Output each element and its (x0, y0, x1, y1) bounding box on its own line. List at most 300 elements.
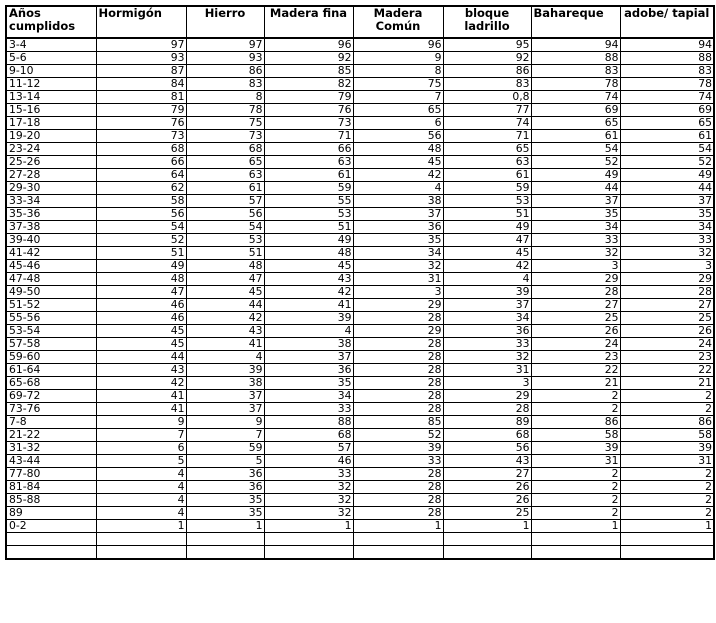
value-cell[interactable]: 32 (353, 260, 443, 273)
value-cell[interactable]: 93 (96, 52, 186, 65)
value-cell[interactable]: 52 (620, 156, 714, 169)
value-cell[interactable]: 42 (264, 286, 353, 299)
value-cell[interactable]: 76 (96, 117, 186, 130)
value-cell[interactable]: 31 (531, 455, 620, 468)
value-cell[interactable]: 37 (620, 195, 714, 208)
value-cell[interactable]: 25 (620, 312, 714, 325)
value-cell[interactable]: 28 (353, 494, 443, 507)
age-range-cell[interactable]: 57-58 (6, 338, 96, 351)
value-cell[interactable]: 32 (264, 494, 353, 507)
value-cell[interactable]: 56 (96, 208, 186, 221)
value-cell[interactable]: 88 (620, 52, 714, 65)
value-cell[interactable]: 29 (443, 390, 531, 403)
column-header-madera-comun[interactable]: Madera Común (353, 6, 443, 38)
value-cell[interactable]: 2 (620, 494, 714, 507)
value-cell[interactable]: 41 (264, 299, 353, 312)
value-cell[interactable]: 29 (353, 325, 443, 338)
value-cell[interactable]: 22 (531, 364, 620, 377)
value-cell[interactable]: 9 (353, 52, 443, 65)
value-cell[interactable]: 57 (186, 195, 264, 208)
value-cell[interactable]: 96 (353, 38, 443, 52)
value-cell[interactable]: 3 (443, 377, 531, 390)
value-cell[interactable]: 93 (186, 52, 264, 65)
value-cell[interactable]: 64 (96, 169, 186, 182)
value-cell[interactable]: 28 (353, 468, 443, 481)
value-cell[interactable]: 62 (96, 182, 186, 195)
value-cell[interactable]: 1 (353, 520, 443, 533)
value-cell[interactable]: 66 (264, 143, 353, 156)
value-cell[interactable]: 45 (96, 325, 186, 338)
value-cell[interactable]: 32 (531, 247, 620, 260)
value-cell[interactable]: 34 (531, 221, 620, 234)
value-cell[interactable]: 78 (620, 78, 714, 91)
value-cell[interactable]: 87 (96, 65, 186, 78)
value-cell[interactable]: 52 (531, 156, 620, 169)
column-header-madera-fina[interactable]: Madera fina (264, 6, 353, 38)
value-cell[interactable]: 86 (531, 416, 620, 429)
value-cell[interactable] (96, 533, 186, 546)
value-cell[interactable]: 48 (353, 143, 443, 156)
value-cell[interactable]: 6 (96, 442, 186, 455)
value-cell[interactable]: 37 (264, 351, 353, 364)
value-cell[interactable] (264, 533, 353, 546)
value-cell[interactable]: 23 (531, 351, 620, 364)
value-cell[interactable]: 2 (531, 390, 620, 403)
value-cell[interactable]: 8 (353, 65, 443, 78)
value-cell[interactable]: 89 (443, 416, 531, 429)
value-cell[interactable]: 7 (353, 91, 443, 104)
value-cell[interactable]: 38 (264, 338, 353, 351)
age-range-cell[interactable]: 19-20 (6, 130, 96, 143)
value-cell[interactable]: 57 (264, 442, 353, 455)
value-cell[interactable]: 36 (264, 364, 353, 377)
value-cell[interactable]: 29 (353, 299, 443, 312)
value-cell[interactable]: 39 (353, 442, 443, 455)
value-cell[interactable]: 39 (531, 442, 620, 455)
value-cell[interactable]: 37 (353, 208, 443, 221)
age-range-cell[interactable]: 41-42 (6, 247, 96, 260)
value-cell[interactable] (353, 546, 443, 560)
value-cell[interactable]: 92 (443, 52, 531, 65)
value-cell[interactable]: 49 (531, 169, 620, 182)
value-cell[interactable]: 44 (186, 299, 264, 312)
value-cell[interactable]: 78 (531, 78, 620, 91)
value-cell[interactable]: 32 (264, 481, 353, 494)
value-cell[interactable] (531, 546, 620, 560)
age-range-cell[interactable]: 37-38 (6, 221, 96, 234)
value-cell[interactable]: 59 (443, 182, 531, 195)
value-cell[interactable]: 4 (353, 182, 443, 195)
value-cell[interactable]: 25 (531, 312, 620, 325)
value-cell[interactable]: 4 (96, 468, 186, 481)
value-cell[interactable]: 23 (620, 351, 714, 364)
value-cell[interactable]: 8 (186, 91, 264, 104)
value-cell[interactable]: 3 (353, 286, 443, 299)
value-cell[interactable]: 46 (96, 299, 186, 312)
value-cell[interactable]: 44 (531, 182, 620, 195)
value-cell[interactable]: 34 (443, 312, 531, 325)
value-cell[interactable] (264, 546, 353, 560)
value-cell[interactable]: 28 (443, 403, 531, 416)
value-cell[interactable]: 21 (620, 377, 714, 390)
value-cell[interactable]: 22 (620, 364, 714, 377)
value-cell[interactable]: 42 (353, 169, 443, 182)
value-cell[interactable]: 33 (531, 234, 620, 247)
value-cell[interactable]: 4 (443, 273, 531, 286)
value-cell[interactable]: 74 (620, 91, 714, 104)
age-range-cell[interactable]: 15-16 (6, 104, 96, 117)
age-range-cell[interactable]: 45-46 (6, 260, 96, 273)
value-cell[interactable]: 31 (620, 455, 714, 468)
value-cell[interactable]: 86 (186, 65, 264, 78)
value-cell[interactable]: 53 (264, 208, 353, 221)
value-cell[interactable]: 47 (186, 273, 264, 286)
value-cell[interactable] (186, 546, 264, 560)
age-range-cell[interactable]: 89 (6, 507, 96, 520)
value-cell[interactable]: 54 (186, 221, 264, 234)
value-cell[interactable]: 65 (531, 117, 620, 130)
value-cell[interactable]: 83 (620, 65, 714, 78)
value-cell[interactable]: 28 (620, 286, 714, 299)
value-cell[interactable]: 69 (531, 104, 620, 117)
value-cell[interactable]: 39 (443, 286, 531, 299)
value-cell[interactable]: 42 (186, 312, 264, 325)
value-cell[interactable]: 1 (186, 520, 264, 533)
value-cell[interactable]: 35 (531, 208, 620, 221)
age-range-cell[interactable]: 23-24 (6, 143, 96, 156)
value-cell[interactable]: 43 (443, 455, 531, 468)
value-cell[interactable]: 56 (443, 442, 531, 455)
value-cell[interactable]: 86 (443, 65, 531, 78)
age-range-cell[interactable]: 31-32 (6, 442, 96, 455)
value-cell[interactable]: 33 (264, 468, 353, 481)
value-cell[interactable] (443, 533, 531, 546)
age-range-cell[interactable] (6, 546, 96, 560)
value-cell[interactable]: 63 (443, 156, 531, 169)
age-range-cell[interactable]: 81-84 (6, 481, 96, 494)
value-cell[interactable]: 86 (620, 416, 714, 429)
value-cell[interactable]: 45 (443, 247, 531, 260)
value-cell[interactable]: 65 (353, 104, 443, 117)
value-cell[interactable]: 61 (531, 130, 620, 143)
value-cell[interactable]: 45 (264, 260, 353, 273)
value-cell[interactable] (96, 546, 186, 560)
value-cell[interactable]: 68 (264, 429, 353, 442)
age-range-cell[interactable]: 35-36 (6, 208, 96, 221)
value-cell[interactable]: 7 (186, 429, 264, 442)
value-cell[interactable]: 33 (264, 403, 353, 416)
value-cell[interactable]: 1 (531, 520, 620, 533)
value-cell[interactable]: 79 (96, 104, 186, 117)
value-cell[interactable]: 46 (96, 312, 186, 325)
value-cell[interactable]: 56 (353, 130, 443, 143)
value-cell[interactable]: 83 (443, 78, 531, 91)
value-cell[interactable]: 28 (353, 481, 443, 494)
value-cell[interactable]: 37 (186, 390, 264, 403)
value-cell[interactable]: 0,8 (443, 91, 531, 104)
value-cell[interactable]: 94 (620, 38, 714, 52)
age-range-cell[interactable]: 0-2 (6, 520, 96, 533)
value-cell[interactable]: 26 (620, 325, 714, 338)
value-cell[interactable]: 48 (264, 247, 353, 260)
value-cell[interactable]: 66 (96, 156, 186, 169)
value-cell[interactable]: 75 (186, 117, 264, 130)
column-header-age[interactable]: Años cumplidos (6, 6, 96, 38)
value-cell[interactable]: 26 (531, 325, 620, 338)
value-cell[interactable]: 4 (186, 351, 264, 364)
value-cell[interactable]: 32 (620, 247, 714, 260)
value-cell[interactable]: 78 (186, 104, 264, 117)
value-cell[interactable] (443, 546, 531, 560)
value-cell[interactable]: 33 (620, 234, 714, 247)
value-cell[interactable]: 65 (186, 156, 264, 169)
value-cell[interactable]: 61 (443, 169, 531, 182)
value-cell[interactable]: 68 (186, 143, 264, 156)
value-cell[interactable]: 71 (264, 130, 353, 143)
value-cell[interactable]: 35 (186, 494, 264, 507)
value-cell[interactable]: 9 (186, 416, 264, 429)
value-cell[interactable] (353, 533, 443, 546)
value-cell[interactable]: 58 (531, 429, 620, 442)
value-cell[interactable]: 59 (186, 442, 264, 455)
value-cell[interactable]: 35 (353, 234, 443, 247)
age-range-cell[interactable]: 47-48 (6, 273, 96, 286)
value-cell[interactable]: 27 (443, 468, 531, 481)
value-cell[interactable]: 47 (443, 234, 531, 247)
age-range-cell[interactable]: 69-72 (6, 390, 96, 403)
value-cell[interactable]: 5 (96, 455, 186, 468)
value-cell[interactable]: 39 (620, 442, 714, 455)
value-cell[interactable]: 21 (531, 377, 620, 390)
value-cell[interactable]: 94 (531, 38, 620, 52)
value-cell[interactable]: 26 (443, 494, 531, 507)
value-cell[interactable]: 2 (531, 403, 620, 416)
value-cell[interactable]: 74 (443, 117, 531, 130)
value-cell[interactable]: 35 (264, 377, 353, 390)
value-cell[interactable]: 1 (96, 520, 186, 533)
value-cell[interactable]: 38 (186, 377, 264, 390)
value-cell[interactable]: 81 (96, 91, 186, 104)
value-cell[interactable]: 2 (531, 507, 620, 520)
value-cell[interactable]: 25 (443, 507, 531, 520)
value-cell[interactable] (531, 533, 620, 546)
value-cell[interactable]: 73 (186, 130, 264, 143)
age-range-cell[interactable]: 43-44 (6, 455, 96, 468)
age-range-cell[interactable]: 51-52 (6, 299, 96, 312)
value-cell[interactable]: 28 (353, 364, 443, 377)
value-cell[interactable]: 27 (531, 299, 620, 312)
value-cell[interactable]: 3 (531, 260, 620, 273)
value-cell[interactable]: 54 (96, 221, 186, 234)
value-cell[interactable]: 97 (186, 38, 264, 52)
value-cell[interactable]: 53 (186, 234, 264, 247)
age-range-cell[interactable]: 77-80 (6, 468, 96, 481)
value-cell[interactable]: 26 (443, 481, 531, 494)
value-cell[interactable]: 55 (264, 195, 353, 208)
value-cell[interactable]: 51 (264, 221, 353, 234)
value-cell[interactable]: 9 (96, 416, 186, 429)
age-range-cell[interactable]: 5-6 (6, 52, 96, 65)
value-cell[interactable]: 4 (96, 481, 186, 494)
age-range-cell[interactable]: 73-76 (6, 403, 96, 416)
value-cell[interactable]: 37 (531, 195, 620, 208)
value-cell[interactable]: 83 (186, 78, 264, 91)
age-range-cell[interactable]: 17-18 (6, 117, 96, 130)
age-range-cell[interactable]: 61-64 (6, 364, 96, 377)
value-cell[interactable]: 65 (620, 117, 714, 130)
value-cell[interactable]: 68 (443, 429, 531, 442)
value-cell[interactable]: 2 (620, 468, 714, 481)
value-cell[interactable]: 45 (186, 286, 264, 299)
value-cell[interactable]: 43 (186, 325, 264, 338)
value-cell[interactable]: 34 (264, 390, 353, 403)
value-cell[interactable]: 39 (264, 312, 353, 325)
value-cell[interactable]: 95 (443, 38, 531, 52)
value-cell[interactable]: 69 (620, 104, 714, 117)
value-cell[interactable] (620, 546, 714, 560)
value-cell[interactable]: 59 (264, 182, 353, 195)
value-cell[interactable]: 82 (264, 78, 353, 91)
value-cell[interactable]: 5 (186, 455, 264, 468)
column-header-hormigon[interactable]: Hormigón (96, 6, 186, 38)
value-cell[interactable]: 2 (620, 403, 714, 416)
value-cell[interactable]: 28 (353, 403, 443, 416)
age-range-cell[interactable]: 33-34 (6, 195, 96, 208)
value-cell[interactable]: 76 (264, 104, 353, 117)
value-cell[interactable]: 38 (353, 195, 443, 208)
value-cell[interactable]: 75 (353, 78, 443, 91)
value-cell[interactable]: 4 (96, 494, 186, 507)
value-cell[interactable]: 2 (531, 494, 620, 507)
value-cell[interactable]: 42 (443, 260, 531, 273)
value-cell[interactable]: 34 (353, 247, 443, 260)
value-cell[interactable]: 2 (620, 481, 714, 494)
age-range-cell[interactable]: 27-28 (6, 169, 96, 182)
value-cell[interactable]: 51 (443, 208, 531, 221)
age-range-cell[interactable]: 85-88 (6, 494, 96, 507)
value-cell[interactable]: 6 (353, 117, 443, 130)
age-range-cell[interactable]: 9-10 (6, 65, 96, 78)
value-cell[interactable]: 32 (443, 351, 531, 364)
column-header-adobe-tapial[interactable]: adobe/ tapial (620, 6, 714, 38)
value-cell[interactable]: 28 (531, 286, 620, 299)
value-cell[interactable]: 58 (96, 195, 186, 208)
value-cell[interactable]: 68 (96, 143, 186, 156)
column-header-bloque-ladrillo[interactable]: bloque ladrillo (443, 6, 531, 38)
value-cell[interactable] (620, 533, 714, 546)
age-range-cell[interactable]: 7-8 (6, 416, 96, 429)
value-cell[interactable]: 4 (96, 507, 186, 520)
value-cell[interactable]: 31 (353, 273, 443, 286)
value-cell[interactable]: 65 (443, 143, 531, 156)
value-cell[interactable]: 36 (186, 481, 264, 494)
value-cell[interactable]: 73 (96, 130, 186, 143)
age-range-cell[interactable]: 25-26 (6, 156, 96, 169)
value-cell[interactable]: 85 (264, 65, 353, 78)
value-cell[interactable]: 4 (264, 325, 353, 338)
value-cell[interactable]: 33 (353, 455, 443, 468)
value-cell[interactable]: 88 (531, 52, 620, 65)
value-cell[interactable]: 44 (96, 351, 186, 364)
value-cell[interactable]: 42 (96, 377, 186, 390)
value-cell[interactable]: 28 (353, 377, 443, 390)
value-cell[interactable]: 34 (620, 221, 714, 234)
value-cell[interactable]: 2 (531, 468, 620, 481)
value-cell[interactable]: 63 (186, 169, 264, 182)
value-cell[interactable]: 85 (353, 416, 443, 429)
value-cell[interactable]: 71 (443, 130, 531, 143)
value-cell[interactable]: 1 (443, 520, 531, 533)
value-cell[interactable] (186, 533, 264, 546)
value-cell[interactable]: 97 (96, 38, 186, 52)
value-cell[interactable]: 52 (96, 234, 186, 247)
age-range-cell[interactable] (6, 533, 96, 546)
age-range-cell[interactable]: 13-14 (6, 91, 96, 104)
value-cell[interactable]: 61 (264, 169, 353, 182)
value-cell[interactable]: 36 (186, 468, 264, 481)
value-cell[interactable]: 36 (443, 325, 531, 338)
value-cell[interactable]: 1 (264, 520, 353, 533)
value-cell[interactable]: 61 (186, 182, 264, 195)
value-cell[interactable]: 48 (96, 273, 186, 286)
value-cell[interactable]: 28 (353, 312, 443, 325)
value-cell[interactable]: 29 (531, 273, 620, 286)
value-cell[interactable]: 51 (186, 247, 264, 260)
value-cell[interactable]: 51 (96, 247, 186, 260)
value-cell[interactable]: 46 (264, 455, 353, 468)
value-cell[interactable]: 3 (620, 260, 714, 273)
value-cell[interactable]: 92 (264, 52, 353, 65)
value-cell[interactable]: 36 (353, 221, 443, 234)
value-cell[interactable]: 28 (353, 390, 443, 403)
value-cell[interactable]: 37 (443, 299, 531, 312)
value-cell[interactable]: 31 (443, 364, 531, 377)
value-cell[interactable]: 49 (620, 169, 714, 182)
value-cell[interactable]: 41 (186, 338, 264, 351)
value-cell[interactable]: 43 (264, 273, 353, 286)
value-cell[interactable]: 35 (620, 208, 714, 221)
value-cell[interactable]: 28 (353, 338, 443, 351)
value-cell[interactable]: 32 (264, 507, 353, 520)
column-header-hierro[interactable]: Hierro (186, 6, 264, 38)
value-cell[interactable]: 47 (96, 286, 186, 299)
age-range-cell[interactable]: 65-68 (6, 377, 96, 390)
value-cell[interactable]: 35 (186, 507, 264, 520)
age-range-cell[interactable]: 53-54 (6, 325, 96, 338)
value-cell[interactable]: 45 (353, 156, 443, 169)
age-range-cell[interactable]: 49-50 (6, 286, 96, 299)
value-cell[interactable]: 84 (96, 78, 186, 91)
age-range-cell[interactable]: 29-30 (6, 182, 96, 195)
value-cell[interactable]: 39 (186, 364, 264, 377)
value-cell[interactable]: 52 (353, 429, 443, 442)
value-cell[interactable]: 41 (96, 403, 186, 416)
age-range-cell[interactable]: 59-60 (6, 351, 96, 364)
value-cell[interactable]: 2 (620, 390, 714, 403)
value-cell[interactable]: 77 (443, 104, 531, 117)
value-cell[interactable]: 49 (96, 260, 186, 273)
value-cell[interactable]: 2 (620, 507, 714, 520)
value-cell[interactable]: 24 (531, 338, 620, 351)
value-cell[interactable]: 54 (531, 143, 620, 156)
value-cell[interactable]: 49 (443, 221, 531, 234)
value-cell[interactable]: 28 (353, 351, 443, 364)
age-range-cell[interactable]: 11-12 (6, 78, 96, 91)
value-cell[interactable]: 43 (96, 364, 186, 377)
value-cell[interactable]: 63 (264, 156, 353, 169)
value-cell[interactable]: 37 (186, 403, 264, 416)
value-cell[interactable]: 41 (96, 390, 186, 403)
